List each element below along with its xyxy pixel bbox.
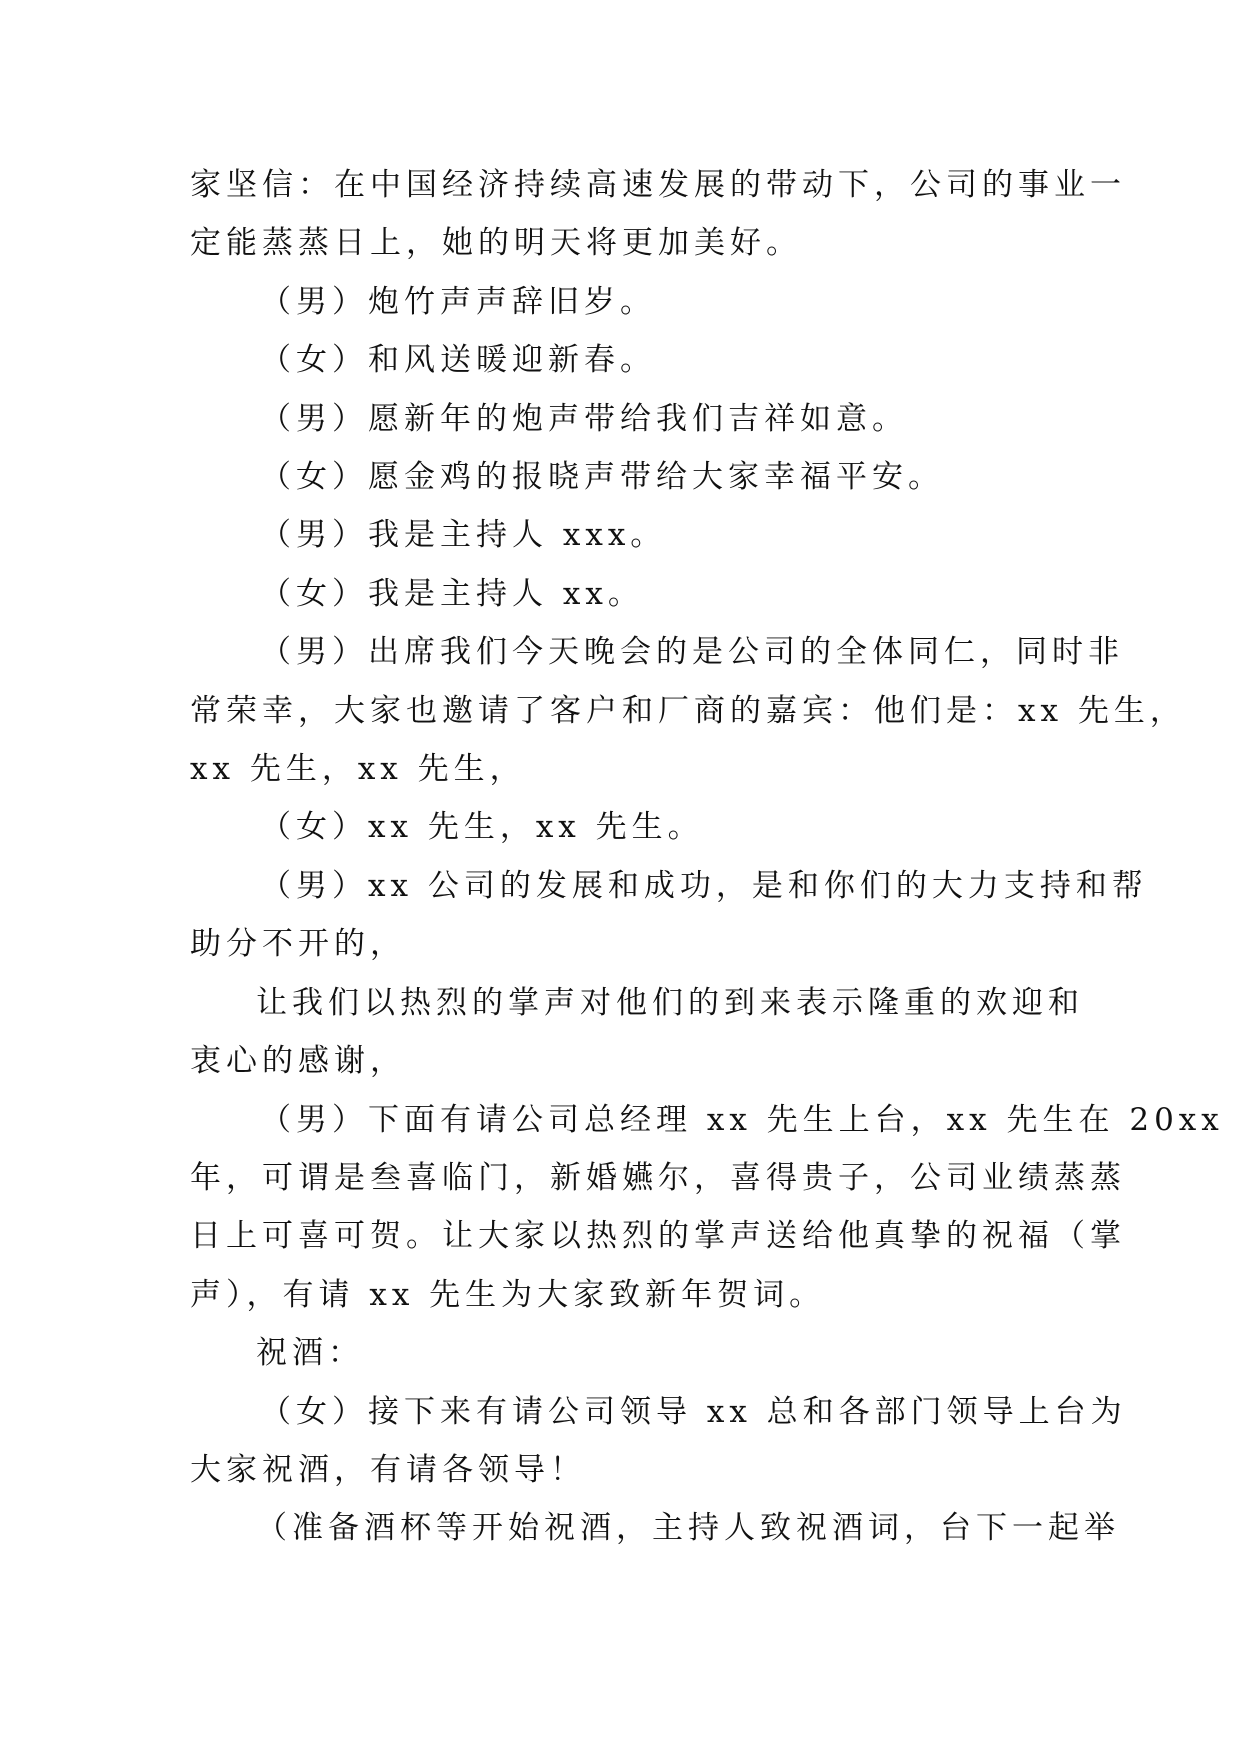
text-line: （男）下面有请公司总经理 xx 先生上台，xx 先生在 20xx bbox=[260, 1101, 1224, 1138]
text-line: （男）炮竹声声辞旧岁。 bbox=[260, 283, 656, 320]
text-line: 家坚信：在中国经济持续高速发展的带动下，公司的事业一 bbox=[190, 167, 1126, 203]
text-line: （男）出席我们今天晚会的是公司的全体同仁，同时非 bbox=[260, 634, 1124, 671]
paragraph-dialogue bbox=[190, 1383, 1127, 1500]
paragraph-dialogue bbox=[190, 331, 1056, 389]
text-line: （女）我是主持人 xx。 bbox=[260, 575, 644, 612]
paragraph-dialogue bbox=[190, 798, 1056, 856]
paragraph-dialogue bbox=[190, 565, 1056, 623]
text-line: 日上可喜可贺。让大家以热烈的掌声送给他真挚的祝福（掌 bbox=[190, 1218, 1126, 1255]
text-line: 衷心的感谢， bbox=[190, 1043, 406, 1080]
text-line: （男）我是主持人 xxx。 bbox=[260, 517, 667, 554]
text-line: 定能蒸蒸日上，她的明天将更加美好。 bbox=[190, 225, 802, 262]
paragraph-dialogue bbox=[190, 506, 1056, 564]
text-line: （女）接下来有请公司领导 xx 总和各部门领导上台为 bbox=[260, 1393, 1127, 1430]
text-line: 大家祝酒，有请各领导！ bbox=[190, 1451, 586, 1488]
text-line: 助分不开的， bbox=[190, 926, 406, 963]
paragraph-dialogue bbox=[190, 448, 1056, 506]
document-body bbox=[190, 156, 1224, 1558]
text-line: （男）xx 公司的发展和成功，是和你们的大力支持和帮 bbox=[260, 867, 1148, 904]
text-line: （女）愿金鸡的报晓声带给大家幸福平安。 bbox=[260, 459, 944, 496]
text-line: （女）xx 先生，xx 先生。 bbox=[260, 809, 704, 846]
paragraph-stage-direction bbox=[190, 1499, 1120, 1557]
paragraph-dialogue bbox=[190, 273, 1056, 331]
text-line: 让我们以热烈的掌声对他们的到来表示隆重的欢迎和 bbox=[256, 984, 1084, 1021]
paragraph-intro-continuation bbox=[190, 156, 1126, 273]
text-line: 祝酒： bbox=[256, 1335, 364, 1372]
text-line: （女）和风送暖迎新春。 bbox=[260, 342, 656, 379]
text-line: 年，可谓是叁喜临门，新婚嬿尔，喜得贵子，公司业绩蒸蒸 bbox=[190, 1159, 1126, 1196]
text-line: xx 先生，xx 先生， bbox=[190, 751, 526, 788]
text-line: 常荣幸，大家也邀请了客户和厂商的嘉宾：他们是：xx 先生， bbox=[190, 692, 1186, 729]
paragraph-dialogue bbox=[190, 857, 1148, 974]
paragraph-dialogue bbox=[190, 390, 1056, 448]
paragraph-dialogue bbox=[190, 974, 1084, 1091]
paragraph-dialogue bbox=[190, 1091, 1224, 1325]
section-heading-toast bbox=[190, 1324, 1056, 1382]
text-line: 声），有请 xx 先生为大家致新年贺词。 bbox=[190, 1276, 826, 1313]
paragraph-dialogue bbox=[190, 623, 1186, 798]
text-line: （男）愿新年的炮声带给我们吉祥如意。 bbox=[260, 400, 908, 437]
text-line: （准备酒杯等开始祝酒，主持人致祝酒词，台下一起举 bbox=[256, 1510, 1120, 1547]
